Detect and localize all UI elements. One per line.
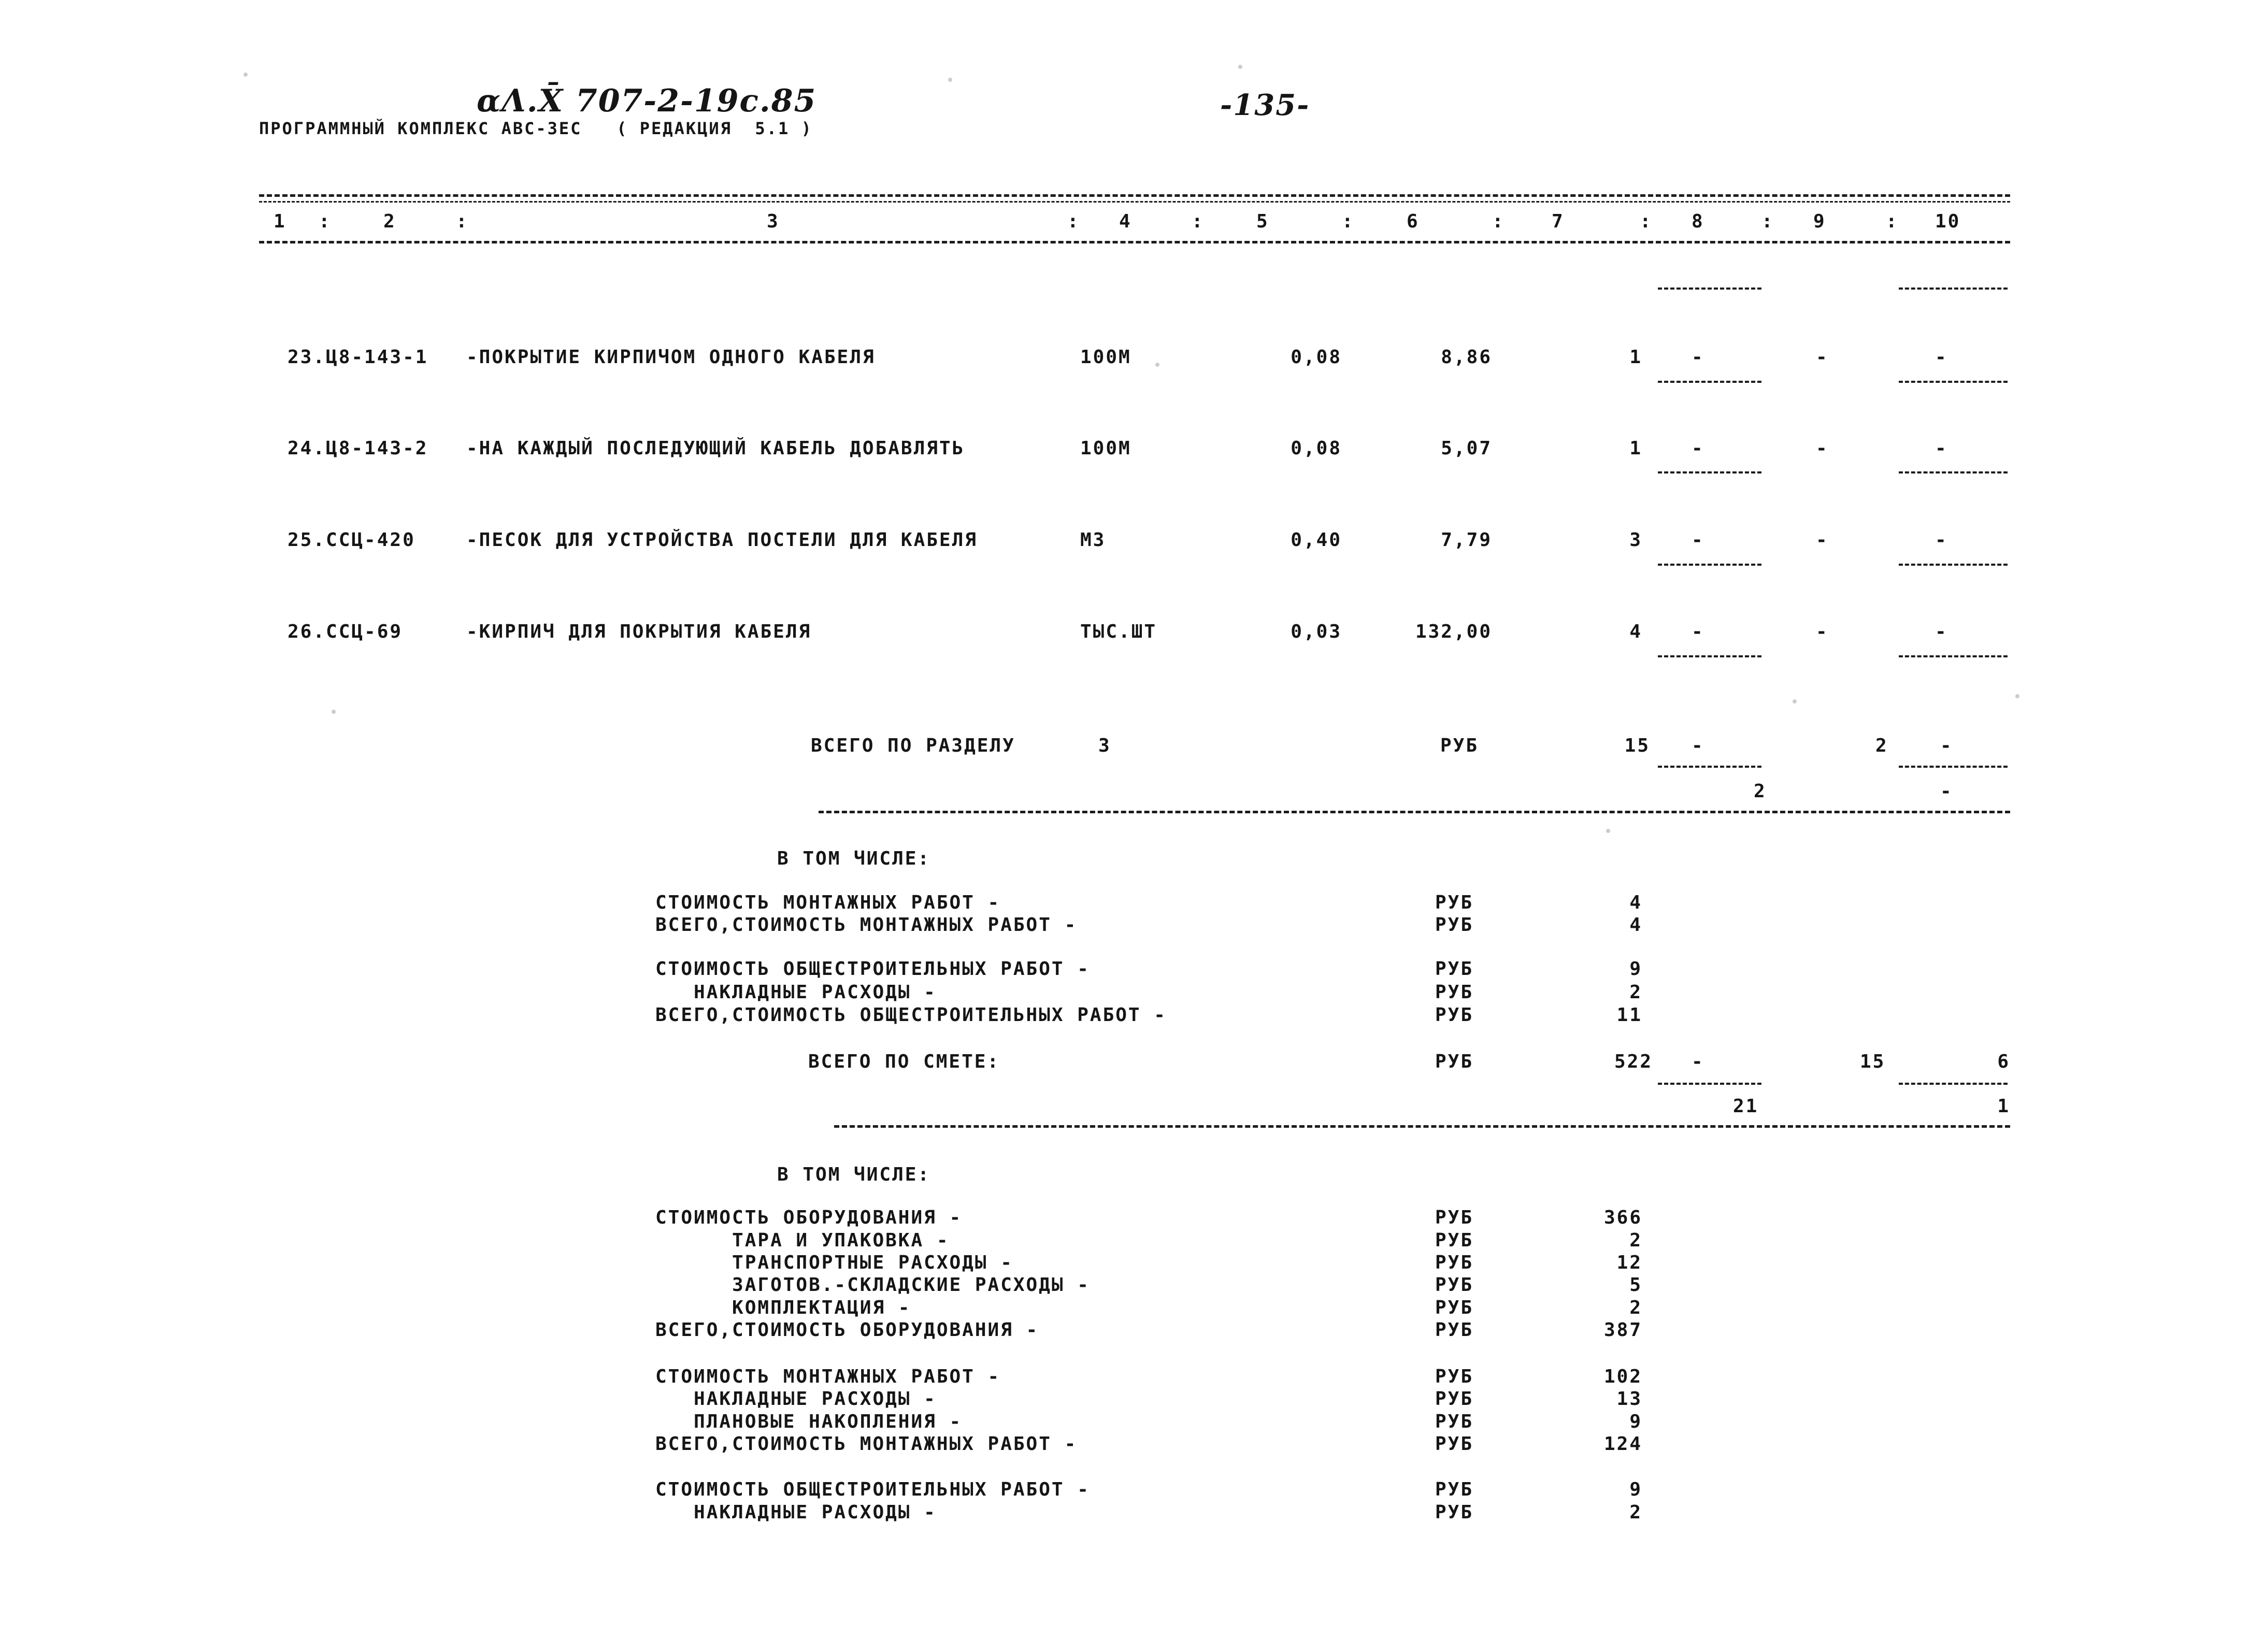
breakdown-value: 12	[1616, 1252, 1642, 1273]
item-col8: -	[1692, 621, 1704, 642]
breakdown-label: СТОИМОСТЬ ОБЩЕСТРОИТЕЛЬНЫХ РАБОТ -	[655, 958, 1090, 980]
estimate-col10-top: 6	[1997, 1051, 2010, 1072]
item-total: 1	[1629, 347, 1642, 368]
breakdown-label: ЗАГОТОВ.-СКЛАДСКИЕ РАСХОДЫ -	[655, 1274, 1090, 1296]
col-8: 8	[1692, 211, 1704, 232]
breakdown-label: ВСЕГО,СТОИМОСТЬ МОНТАЖНЫХ РАБОТ -	[655, 914, 1078, 936]
scan-speck	[1155, 363, 1159, 367]
breakdown-unit: РУБ	[1435, 1297, 1474, 1318]
item-col9: -	[1816, 621, 1829, 642]
breakdown-label: СТОИМОСТЬ ОБЩЕСТРОИТЕЛЬНЫХ РАБОТ -	[655, 1479, 1090, 1500]
breakdown-unit: РУБ	[1435, 1366, 1474, 1387]
breakdown-label: ТАРА И УПАКОВКА -	[655, 1230, 950, 1251]
estimate-col8-bottom: 21	[1733, 1096, 1759, 1117]
col-6: 6	[1407, 211, 1420, 232]
cell-rule	[1899, 564, 2008, 566]
col-sep: :	[1761, 211, 1774, 232]
col-10: 10	[1935, 211, 1961, 232]
item-name: -ПОКРЫТИЕ КИРПИЧОМ ОДНОГО КАБЕЛЯ	[466, 347, 876, 368]
header-rule-top-2	[259, 201, 2010, 203]
scan-speck	[948, 78, 952, 82]
breakdown-unit: РУБ	[1435, 1433, 1474, 1455]
section-col8-top: -	[1692, 735, 1704, 756]
estimate-total-value: 522	[1614, 1051, 1653, 1072]
scan-speck	[332, 710, 336, 714]
section-total-value: 15	[1624, 735, 1650, 756]
breakdown-unit: РУБ	[1435, 982, 1474, 1003]
breakdown-label: ТРАНСПОРТНЫЕ РАСХОДЫ -	[655, 1252, 1013, 1273]
breakdown-label: НАКЛАДНЫЕ РАСХОДЫ -	[655, 1502, 937, 1523]
estimate-col9: 15	[1860, 1051, 1886, 1072]
cell-rule	[1658, 766, 1761, 768]
col-sep: :	[456, 211, 469, 232]
col-9: 9	[1813, 211, 1826, 232]
cell-rule	[1658, 564, 1761, 566]
item-unit: ТЫС.ШТ	[1080, 621, 1157, 642]
breakdown-unit: РУБ	[1435, 1230, 1474, 1251]
item-total: 1	[1629, 438, 1642, 459]
breakdown-value: 11	[1616, 1004, 1642, 1026]
item-price: 7,79	[1441, 529, 1492, 551]
breakdown-unit: РУБ	[1435, 1274, 1474, 1296]
cell-rule	[1899, 471, 2008, 473]
scan-speck	[1793, 699, 1797, 703]
col-7: 7	[1552, 211, 1565, 232]
scan-speck	[243, 73, 248, 77]
col-sep: :	[1492, 211, 1505, 232]
cell-rule	[1899, 1083, 2008, 1085]
col-sep: :	[1886, 211, 1899, 232]
section-col8-bottom: 2	[1754, 781, 1767, 802]
col-sep: :	[1192, 211, 1205, 232]
breakdown-value: 4	[1629, 892, 1642, 913]
header-rule-bottom	[259, 241, 2010, 243]
col-2: 2	[383, 211, 396, 232]
breakdown-value: 2	[1629, 1230, 1642, 1251]
section-col10-bottom: -	[1940, 781, 1953, 802]
page-number: -135-	[1220, 88, 1310, 122]
col-sep: :	[1342, 211, 1355, 232]
cell-rule	[1899, 381, 2008, 383]
breakdown-label: КОМПЛЕКТАЦИЯ -	[655, 1297, 911, 1318]
item-total: 4	[1629, 621, 1642, 642]
section-col10-top: -	[1940, 735, 1953, 756]
item-total: 3	[1629, 529, 1642, 551]
col-1: 1	[274, 211, 286, 232]
breakdown-value: 9	[1629, 1479, 1642, 1500]
breakdown-unit: РУБ	[1435, 892, 1474, 913]
item-qty: 0,08	[1291, 438, 1342, 459]
item-col8: -	[1692, 347, 1704, 368]
breakdown-value: 9	[1629, 958, 1642, 980]
breakdown-unit: РУБ	[1435, 1411, 1474, 1432]
cell-rule	[1658, 288, 1761, 290]
item-qty: 0,03	[1291, 621, 1342, 642]
cell-rule	[1658, 1083, 1761, 1085]
scan-speck	[2015, 694, 2019, 698]
item-price: 132,00	[1415, 621, 1492, 642]
estimate-breakdown-heading: В ТОМ ЧИСЛЕ:	[777, 1164, 931, 1185]
breakdown-value: 5	[1629, 1274, 1642, 1296]
section-col9: 2	[1875, 735, 1888, 756]
cell-rule	[1658, 471, 1761, 473]
estimate-col8-top: -	[1692, 1051, 1704, 1072]
breakdown-value: 13	[1616, 1388, 1642, 1410]
cell-rule	[1899, 766, 2008, 768]
section-total-label: ВСЕГО ПО РАЗДЕЛУ	[811, 735, 1015, 756]
item-qty: 0,08	[1291, 347, 1342, 368]
breakdown-unit: РУБ	[1435, 1004, 1474, 1026]
breakdown-label: СТОИМОСТЬ ОБОРУДОВАНИЯ -	[655, 1207, 963, 1228]
header-rule-top	[259, 194, 2010, 197]
cell-rule	[1658, 655, 1761, 657]
section-unit: РУБ	[1440, 735, 1479, 756]
item-col9: -	[1816, 347, 1829, 368]
item-code: 25.ССЦ-420	[288, 529, 415, 551]
item-qty: 0,40	[1291, 529, 1342, 551]
item-col8: -	[1692, 438, 1704, 459]
item-price: 8,86	[1441, 347, 1492, 368]
item-col10: -	[1935, 621, 1948, 642]
breakdown-value: 2	[1629, 1502, 1642, 1523]
estimate-rule	[834, 1125, 2010, 1128]
item-unit: М3	[1080, 529, 1106, 551]
breakdown-label: ВСЕГО,СТОИМОСТЬ ОБЩЕСТРОИТЕЛЬНЫХ РАБОТ -	[655, 1004, 1167, 1026]
breakdown-value: 387	[1603, 1319, 1642, 1341]
cell-rule	[1899, 655, 2008, 657]
breakdown-unit: РУБ	[1435, 1502, 1474, 1523]
breakdown-value: 4	[1629, 914, 1642, 936]
estimate-unit: РУБ	[1435, 1051, 1474, 1072]
col-3: 3	[767, 211, 780, 232]
item-name: -НА КАЖДЫЙ ПОСЛЕДУЮЩИЙ КАБЕЛЬ ДОБАВЛЯТЬ	[466, 438, 965, 459]
cell-rule	[1658, 381, 1761, 383]
breakdown-unit: РУБ	[1435, 958, 1474, 980]
breakdown-value: 9	[1629, 1411, 1642, 1432]
item-col10: -	[1935, 438, 1948, 459]
col-5: 5	[1256, 211, 1269, 232]
cell-rule	[1899, 288, 2008, 290]
estimate-col10-bottom: 1	[1997, 1096, 2010, 1117]
breakdown-unit: РУБ	[1435, 1319, 1474, 1341]
scan-speck	[1238, 65, 1242, 69]
breakdown-label: ВСЕГО,СТОИМОСТЬ ОБОРУДОВАНИЯ -	[655, 1319, 1039, 1341]
section-breakdown-heading: В ТОМ ЧИСЛЕ:	[777, 848, 931, 869]
breakdown-unit: РУБ	[1435, 914, 1474, 936]
item-price: 5,07	[1441, 438, 1492, 459]
item-unit: 100М	[1080, 347, 1131, 368]
section-rule	[819, 811, 2010, 813]
breakdown-label: СТОИМОСТЬ МОНТАЖНЫХ РАБОТ -	[655, 892, 1001, 913]
item-unit: 100М	[1080, 438, 1131, 459]
item-col9: -	[1816, 438, 1829, 459]
breakdown-value: 2	[1629, 982, 1642, 1003]
breakdown-label: СТОИМОСТЬ МОНТАЖНЫХ РАБОТ -	[655, 1366, 1001, 1387]
item-code: 26.ССЦ-69	[288, 621, 403, 642]
breakdown-label: НАКЛАДНЫЕ РАСХОДЫ -	[655, 1388, 937, 1410]
breakdown-label: ВСЕГО,СТОИМОСТЬ МОНТАЖНЫХ РАБОТ -	[655, 1433, 1078, 1455]
item-col10: -	[1935, 347, 1948, 368]
item-code: 24.Ц8-143-2	[288, 438, 428, 459]
col-4: 4	[1119, 211, 1132, 232]
item-col9: -	[1816, 529, 1829, 551]
scan-speck	[1606, 829, 1610, 833]
breakdown-unit: РУБ	[1435, 1252, 1474, 1273]
breakdown-value: 124	[1603, 1433, 1642, 1455]
breakdown-label: ПЛАНОВЫЕ НАКОПЛЕНИЯ -	[655, 1411, 963, 1432]
col-sep: :	[319, 211, 332, 232]
program-title: ПРОГРАММНЫЙ КОМПЛЕКС АВС-3ЕС ( РЕДАКЦИЯ 5.1 )	[259, 119, 813, 138]
col-sep: :	[1067, 211, 1080, 232]
breakdown-unit: РУБ	[1435, 1479, 1474, 1500]
breakdown-value: 366	[1603, 1207, 1642, 1228]
estimate-total-label: ВСЕГО ПО СМЕТЕ:	[808, 1051, 1000, 1072]
document-code: αΛ.X̄ 707-2-19c.85	[477, 83, 817, 119]
breakdown-value: 2	[1629, 1297, 1642, 1318]
breakdown-value: 102	[1603, 1366, 1642, 1387]
item-col10: -	[1935, 529, 1948, 551]
breakdown-unit: РУБ	[1435, 1388, 1474, 1410]
item-name: -КИРПИЧ ДЛЯ ПОКРЫТИЯ КАБЕЛЯ	[466, 621, 812, 642]
col-sep: :	[1640, 211, 1653, 232]
section-number: 3	[1098, 735, 1111, 756]
item-code: 23.Ц8-143-1	[288, 347, 428, 368]
item-col8: -	[1692, 529, 1704, 551]
breakdown-label: НАКЛАДНЫЕ РАСХОДЫ -	[655, 982, 937, 1003]
breakdown-unit: РУБ	[1435, 1207, 1474, 1228]
item-name: -ПЕСОК ДЛЯ УСТРОЙСТВА ПОСТЕЛИ ДЛЯ КАБЕЛЯ	[466, 529, 978, 551]
